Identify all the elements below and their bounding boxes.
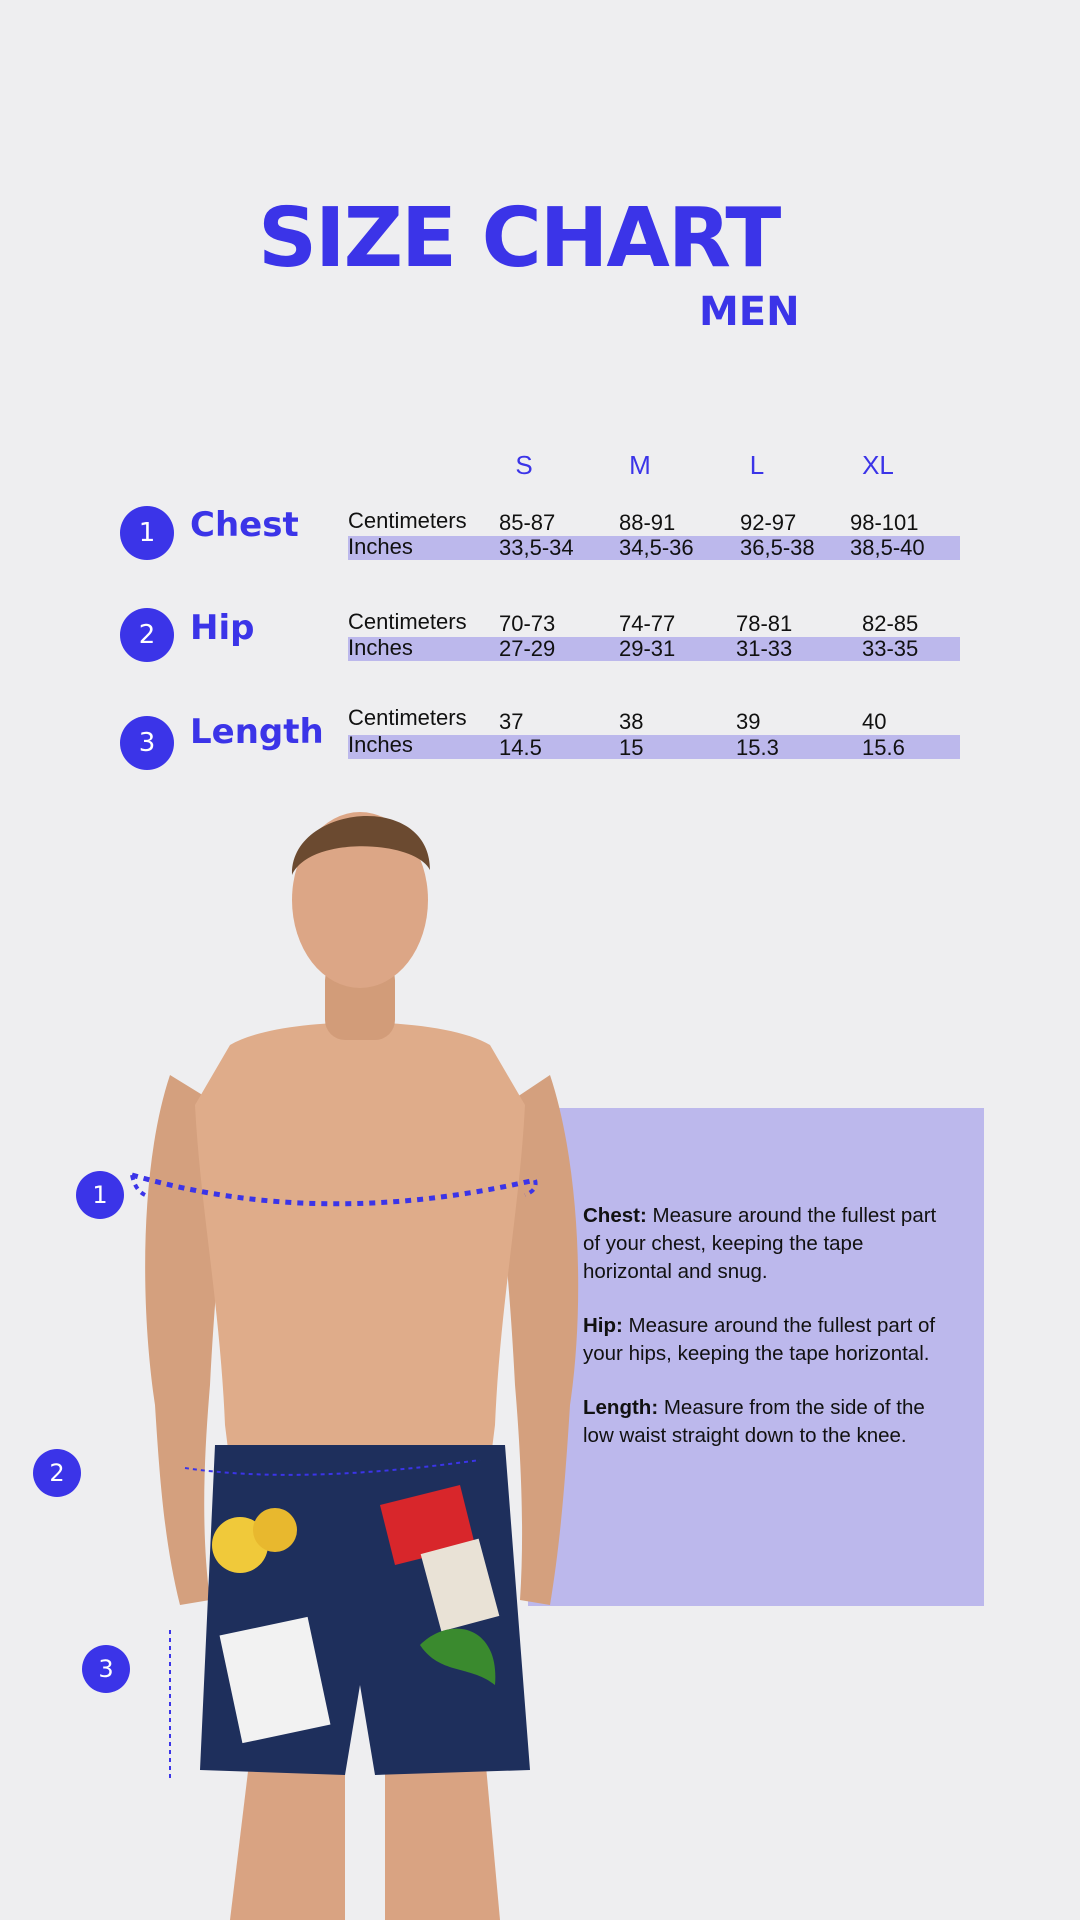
length-cm-xl: 40 [862,709,887,734]
length-instruction-text: Measure from the side of the low waist straight down to the knee. [583,1396,925,1447]
chest-in-xl: 38,5-40 [850,535,925,560]
chest-cm-l: 92-97 [740,510,797,535]
page-title: SIZE CHART [258,191,780,286]
hip-cm-m: 74-77 [619,611,676,636]
chest-number-badge: 1 [120,506,174,560]
hip-cm-s: 70-73 [499,611,556,636]
length-marker-badge: 3 [82,1645,130,1693]
hip-instruction-title: Hip: [583,1314,623,1337]
hip-in-label: Inches [348,635,413,660]
hip-label: Hip [190,608,255,648]
model-photo [130,785,590,1920]
size-header-s: S [515,450,533,480]
chest-in-l: 36,5-38 [740,535,815,560]
length-cm-m: 38 [619,709,644,734]
chest-in-label: Inches [348,534,413,559]
hip-instruction-text: Measure around the fullest part of your hips, keeping the tape horizontal. [583,1314,936,1365]
chest-in-m: 34,5-36 [619,535,694,560]
chest-cm-m: 88-91 [619,510,676,535]
chest-cm-xl: 98-101 [850,510,919,535]
chest-label: Chest [190,505,299,545]
length-in-m: 15 [619,735,644,760]
size-header-l: L [749,450,765,480]
hip-in-l: 31-33 [736,636,793,661]
measurement-instructions [583,1202,953,1476]
length-cm-s: 37 [499,709,524,734]
hip-in-m: 29-31 [619,636,676,661]
hip-marker-badge: 2 [33,1449,81,1497]
hip-cm-xl: 82-85 [862,611,919,636]
chest-instruction-title: Chest: [583,1204,647,1227]
page-subtitle: MEN [699,289,800,335]
chest-instruction-text: Measure around the fullest part of your chest, keeping the tape horizontal and snug. [583,1204,937,1283]
hip-cm-label: Centimeters [348,609,467,634]
length-instruction-title: Length: [583,1396,659,1419]
length-in-l: 15.3 [736,735,779,760]
length-number-badge: 3 [120,716,174,770]
hip-in-xl: 33-35 [862,636,919,661]
hip-number-badge: 2 [120,608,174,662]
length-instruction [583,1394,953,1450]
hip-cm-l: 78-81 [736,611,793,636]
chest-in-s: 33,5-34 [499,535,574,560]
length-in-xl: 15.6 [862,735,905,760]
chest-cm-s: 85-87 [499,510,556,535]
size-header-xl: XL [862,450,894,480]
size-header-m: M [629,450,651,480]
chest-instruction [583,1202,953,1286]
length-in-s: 14.5 [499,735,542,760]
length-label: Length [190,712,324,752]
length-cm-l: 39 [736,709,761,734]
chest-cm-label: Centimeters [348,508,467,533]
chest-marker-badge: 1 [76,1171,124,1219]
hip-instruction [583,1312,953,1368]
hip-in-s: 27-29 [499,636,556,661]
length-in-label: Inches [348,732,413,757]
length-cm-label: Centimeters [348,705,467,730]
